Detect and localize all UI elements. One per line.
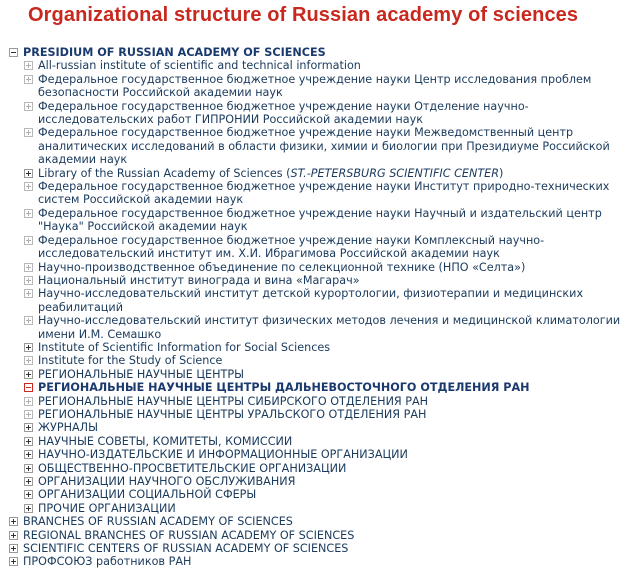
- expand-icon[interactable]: [24, 437, 33, 446]
- tree-node-label[interactable]: Institute for the Study of Science: [38, 354, 223, 368]
- tree-node-branches[interactable]: [9, 515, 629, 528]
- tree-node-natural-tech-systems[interactable]: [9, 180, 629, 207]
- tree-node-magarach[interactable]: [9, 274, 629, 287]
- tree-node-label[interactable]: РЕГИОНАЛЬНЫЕ НАУЧНЫЕ ЦЕНТРЫ ДАЛЬНЕВОСТОЧНОГО ОТДЕЛЕНИЯ РАН: [38, 381, 530, 395]
- tree-node-analytics-center[interactable]: [9, 126, 629, 166]
- tree-node-service-orgs[interactable]: [9, 475, 629, 488]
- tree-node-science-study[interactable]: [9, 354, 629, 367]
- tree-node-child-resort-institute[interactable]: [9, 287, 629, 314]
- tree-node-label[interactable]: Федеральное государственное бюджетное учреждение науки Институт природно-технических систем Российской академии наук: [38, 180, 610, 207]
- expand-icon[interactable]: [9, 531, 18, 540]
- leaf-icon: [24, 263, 33, 272]
- leaf-icon: [24, 61, 33, 70]
- tree-node-label[interactable]: Научно-исследовательский институт детской курортологии, физиотерапии и медицинских реабилитаций: [38, 287, 584, 314]
- tree-node-label[interactable]: Library of the Russian Academy of Sciences (ST.-PETERSBURG SCIENTIFIC CENTER): [38, 166, 504, 180]
- tree-node-label[interactable]: Федеральное государственное бюджетное учреждение науки Научный и издательский центр "Наука" Российской академии наук: [38, 206, 602, 234]
- leaf-icon: [24, 128, 33, 137]
- leaf-icon: [24, 289, 33, 298]
- tree-node-other-orgs[interactable]: [9, 502, 629, 515]
- tree-node-label[interactable]: РЕГИОНАЛЬНЫЕ НАУЧНЫЕ ЦЕНТРЫ СИБИРСКОГО ОТДЕЛЕНИЯ РАН: [38, 394, 429, 408]
- tree-node-label[interactable]: ПРОФСОЮЗ работников РАН: [23, 555, 192, 569]
- tree-node-label[interactable]: РЕГИОНАЛЬНЫЕ НАУЧНЫЕ ЦЕНТРЫ: [38, 367, 244, 381]
- tree-node-label[interactable]: Institute of Scientific Information for Social Sciences: [38, 340, 331, 354]
- expand-icon[interactable]: [24, 464, 33, 473]
- leaf-icon: [24, 75, 33, 84]
- tree-node-label-italic: ST.-PETERSBURG SCIENTIFIC CENTER: [290, 166, 500, 180]
- tree-node-selta[interactable]: [9, 261, 629, 274]
- tree-node-nauka-center[interactable]: [9, 207, 629, 234]
- leaf-icon: [24, 410, 33, 419]
- tree-node-label[interactable]: ОБЩЕСТВЕННО-ПРОСВЕТИТЕЛЬСКИЕ ОРГАНИЗАЦИИ: [38, 461, 347, 475]
- tree-node-security-center[interactable]: [9, 73, 629, 100]
- tree-node-trade-union[interactable]: [9, 555, 629, 568]
- tree-node-ural-centers[interactable]: [9, 408, 629, 421]
- expand-icon[interactable]: [24, 450, 33, 459]
- leaf-icon: [24, 236, 33, 245]
- tree-node-far-east-centers[interactable]: [9, 381, 629, 394]
- expand-icon[interactable]: [24, 490, 33, 499]
- collapse-icon[interactable]: [9, 48, 18, 57]
- tree-node-viniti[interactable]: [9, 59, 629, 72]
- tree-node-regional-centers[interactable]: [9, 368, 629, 381]
- tree-node-social-orgs[interactable]: [9, 488, 629, 501]
- tree-node-label[interactable]: Научно-исследовательский институт физических методов лечения и медицинской климатологии имени И.М. Семашко: [38, 314, 621, 341]
- expand-icon[interactable]: [24, 169, 33, 178]
- expand-icon[interactable]: [24, 343, 33, 352]
- tree-node-label[interactable]: All-russian institute of scientific and technical information: [38, 59, 361, 73]
- tree-node-label[interactable]: ЖУРНАЛЫ: [38, 421, 98, 435]
- leaf-icon: [24, 397, 33, 406]
- tree-node-label[interactable]: SCIENTIFIC CENTERS OF RUSSIAN ACADEMY OF SCIENCES: [23, 542, 349, 556]
- leaf-icon: [24, 209, 33, 218]
- leaf-icon: [24, 276, 33, 285]
- tree-node-label[interactable]: ОРГАНИЗАЦИИ СОЦИАЛЬНОЙ СФЕРЫ: [38, 488, 257, 502]
- tree-node-label[interactable]: НАУЧНО-ИЗДАТЕЛЬСКИЕ И ИНФОРМАЦИОННЫЕ ОРГАНИЗАЦИИ: [38, 448, 408, 462]
- expand-icon[interactable]: [9, 557, 18, 566]
- tree-node-regional-branches[interactable]: [9, 529, 629, 542]
- tree-node-publishing-orgs[interactable]: [9, 448, 629, 461]
- tree-node-giproniі[interactable]: [9, 100, 629, 127]
- tree-node-journals[interactable]: [9, 421, 629, 434]
- expand-icon[interactable]: [9, 517, 18, 526]
- tree-node-label[interactable]: BRANCHES OF RUSSIAN ACADEMY OF SCIENCES: [23, 515, 293, 529]
- leaf-icon: [24, 102, 33, 111]
- expand-icon[interactable]: [24, 370, 33, 379]
- tree-node-councils[interactable]: [9, 435, 629, 448]
- tree-node-semashko-institute[interactable]: [9, 314, 629, 341]
- tree-node-scientific-centers[interactable]: [9, 542, 629, 555]
- tree-node-educational-orgs[interactable]: [9, 462, 629, 475]
- tree-node-label[interactable]: Федеральное государственное бюджетное учреждение науки Комплексный научно-исследовательский институт им. Х.И. Ибрагимова Российской академии наук: [38, 233, 545, 261]
- expand-icon[interactable]: [24, 504, 33, 513]
- collapse-icon[interactable]: [24, 383, 33, 392]
- tree-node-label[interactable]: РЕГИОНАЛЬНЫЕ НАУЧНЫЕ ЦЕНТРЫ УРАЛЬСКОГО ОТДЕЛЕНИЯ РАН: [38, 407, 427, 421]
- tree-node-siberian-centers[interactable]: [9, 395, 629, 408]
- leaf-icon: [24, 356, 33, 365]
- tree-node-label[interactable]: PRESIDIUM OF RUSSIAN ACADEMY OF SCIENCES: [23, 46, 326, 59]
- expand-icon[interactable]: [9, 544, 18, 553]
- tree-node-label[interactable]: Научно-производственное объединение по селекционной технике (НПО «Селта»): [38, 260, 526, 274]
- expand-icon[interactable]: [24, 423, 33, 432]
- org-tree: [9, 46, 629, 569]
- tree-node-label[interactable]: Национальный институт винограда и вина «Магарач»: [38, 273, 360, 287]
- tree-node-label[interactable]: Федеральное государственное бюджетное учреждение науки Отделение научно-исследовательских работ ГИПРОНИИ Российской академии наук: [38, 99, 529, 127]
- tree-node-label[interactable]: REGIONAL BRANCHES OF RUSSIAN ACADEMY OF SCIENCES: [23, 528, 355, 542]
- tree-node-ibragimov-institute[interactable]: [9, 234, 629, 261]
- tree-node-label[interactable]: Федеральное государственное бюджетное учреждение науки Межведомственный центр аналитических исследований в области физики, химии и биологии при Президиуме Российской академии наук: [38, 126, 610, 167]
- tree-node-label[interactable]: НАУЧНЫЕ СОВЕТЫ, КОМИТЕТЫ, КОМИССИИ: [38, 434, 293, 448]
- tree-node-label[interactable]: Федеральное государственное бюджетное учреждение науки Центр исследования проблем безопасности Российской академии наук: [38, 72, 592, 100]
- expand-icon[interactable]: [24, 477, 33, 486]
- tree-node-library[interactable]: [9, 167, 629, 180]
- page-title: Organizational structure of Russian academy of sciences: [28, 4, 579, 26]
- leaf-icon: [24, 316, 33, 325]
- tree-node-label[interactable]: ОРГАНИЗАЦИИ НАУЧНОГО ОБСЛУЖИВАНИЯ: [38, 475, 296, 488]
- tree-node-label[interactable]: ПРОЧИЕ ОРГАНИЗАЦИИ: [38, 501, 176, 515]
- tree-node-inion[interactable]: [9, 341, 629, 354]
- tree-node-presidium[interactable]: [9, 46, 629, 59]
- leaf-icon: [24, 182, 33, 191]
